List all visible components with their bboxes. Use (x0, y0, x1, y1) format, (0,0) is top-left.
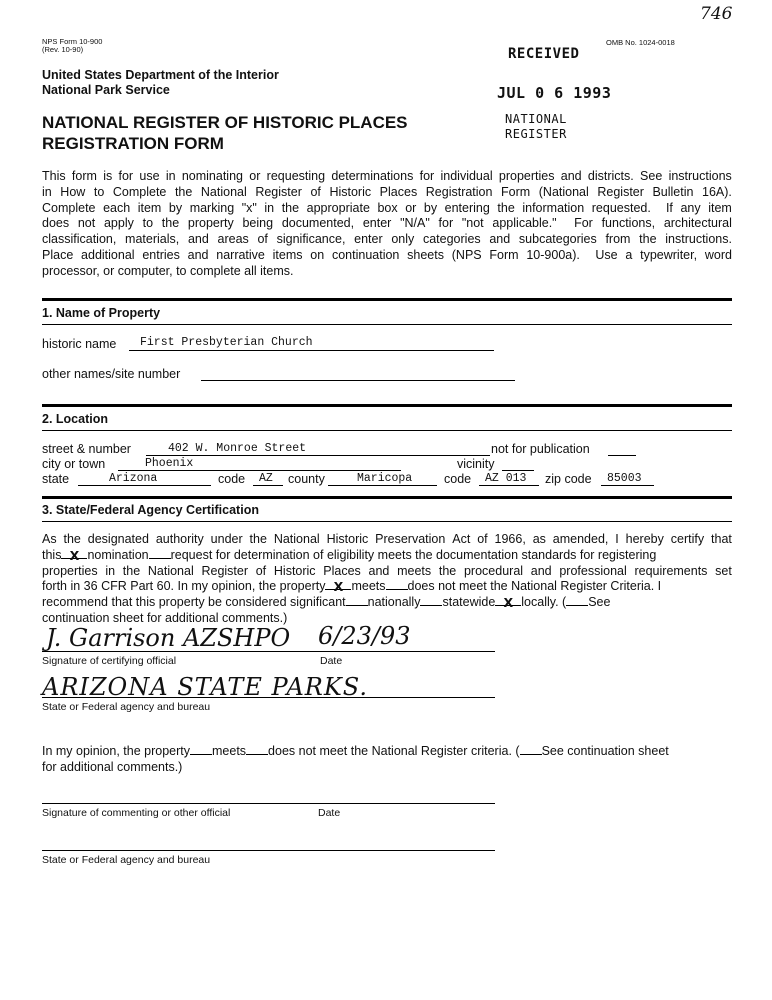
opinion-line (42, 744, 732, 760)
certification-paragraph (42, 532, 732, 627)
state-value: Arizona (109, 472, 158, 485)
certification-text: does not meet the National Register Criteria. I (407, 579, 662, 594)
state-code-value: AZ (259, 472, 273, 485)
certification-text: continuation sheet for additional comments.) (42, 610, 288, 625)
opinion-text: In my opinion, the property (42, 744, 190, 758)
certification-line (42, 548, 732, 564)
certifying-signature: J. Garrison AZSHPO (46, 624, 291, 652)
stamp-register: REGISTER (505, 127, 567, 141)
certification-text: forth in 36 CFR Part 60. In my opinion, the property (42, 579, 326, 594)
state-code-field[interactable] (253, 485, 283, 486)
certifying-agency-label: State or Federal agency and bureau (42, 701, 211, 713)
state-code-label: code (218, 472, 246, 486)
form-title-line2: REGISTRATION FORM (42, 134, 224, 153)
form-number: NPS Form 10-900 (42, 37, 103, 46)
certification-text: statewide (442, 595, 496, 610)
certification-text: See (588, 595, 611, 610)
zip-label: zip code (545, 472, 592, 486)
other-names-field[interactable] (201, 380, 515, 381)
commenting-signature-label: Signature of commenting or other official (42, 807, 231, 819)
commenting-agency-label: State or Federal agency and bureau (42, 854, 211, 866)
certification-checked-blank[interactable] (61, 547, 87, 563)
street-field[interactable] (146, 455, 490, 456)
certification-blank[interactable] (566, 595, 588, 606)
commenting-signature-line[interactable] (42, 803, 495, 804)
certification-text: locally. ( (521, 595, 567, 610)
street-value: 402 W. Monroe Street (168, 442, 307, 455)
certification-text: meets (351, 579, 386, 594)
certifying-agency: ARIZONA STATE PARKS. (42, 673, 368, 701)
opinion-text: does not meet the National Register criteria. ( (268, 744, 520, 758)
certifying-signature-label: Signature of certifying official (42, 655, 177, 667)
certification-text: recommend that this property be considered significant (42, 595, 346, 610)
zip-value: 85003 (607, 472, 642, 485)
instructions-line: in How to Complete the National Register of Historic Places Registration Form (National Register Bulletin 16A). (42, 184, 732, 199)
check-mark: X (503, 595, 514, 611)
zip-field[interactable] (601, 485, 654, 486)
section-divider (42, 496, 732, 499)
historic-name-label: historic name (42, 337, 117, 351)
state-field[interactable] (78, 485, 211, 486)
omb-number: OMB No. 1024-0018 (606, 38, 675, 47)
section-divider (42, 404, 732, 407)
opinion-line (42, 760, 732, 776)
street-label: street & number (42, 442, 131, 456)
opinion-text: See continuation sheet (541, 744, 669, 758)
city-field[interactable] (118, 470, 401, 471)
certification-blank[interactable] (149, 548, 171, 559)
vicinity-label: vicinity (457, 457, 495, 471)
section-underline (42, 430, 732, 431)
certification-line: properties in the National Register of Historic Places and meets the procedural and professional requirements set (42, 563, 732, 578)
county-label: county (288, 472, 325, 486)
department-name: United States Department of the Interior (42, 68, 279, 82)
commenting-agency-line[interactable] (42, 850, 495, 851)
opinion-text: for additional comments.) (42, 759, 183, 774)
certification-text: request for determination of eligibility meets the documentation standards for registering (170, 547, 657, 562)
certification-line: As the designated authority under the National Historic Preservation Act of 1966, as amended, I hereby certify that (42, 532, 732, 546)
certification-text: this (42, 547, 62, 562)
section-underline (42, 521, 732, 522)
handwritten-page-number: 746 (700, 4, 733, 24)
city-label: city or town (42, 457, 106, 471)
stamp-national: NATIONAL (505, 112, 567, 126)
instructions-line: Place additional entries and narrative items on continuation sheets (NPS Form 10-900a). Use a typewriter, word (42, 247, 732, 262)
certification-checked-blank[interactable] (325, 579, 351, 595)
certification-blank[interactable] (346, 595, 368, 606)
certifying-date-label: Date (320, 655, 343, 667)
check-mark: X (69, 547, 80, 563)
certification-text: nomination (87, 547, 149, 562)
historic-name-value: First Presbyterian Church (140, 336, 313, 349)
opinion-blank[interactable] (190, 744, 212, 755)
instructions-line: classification, materials, and areas of significance, enter only categories and subcategories from the instructions. (42, 232, 732, 247)
certification-blank[interactable] (420, 595, 442, 606)
received-stamp: RECEIVED (508, 46, 580, 62)
section1-heading: 1. Name of Property (42, 306, 161, 320)
instructions-line: This form is for use in nominating or requesting determinations for individual properties and districts. See instructions (42, 169, 732, 183)
opinion-blank[interactable] (520, 744, 542, 755)
instructions-line: does not apply to the property being documented, enter "N/A" for "not applicable." For functions, architectural (42, 216, 732, 231)
county-code-value: AZ 013 (485, 472, 527, 485)
section3-heading: 3. State/Federal Agency Certification (42, 503, 259, 517)
certifying-agency-line[interactable] (42, 697, 495, 698)
state-label: state (42, 472, 70, 486)
historic-name-field[interactable] (129, 350, 494, 351)
county-code-field[interactable] (479, 485, 539, 486)
city-value: Phoenix (145, 457, 194, 470)
certifying-signature-line[interactable] (42, 651, 495, 652)
received-date-stamp: JUL 0 6 1993 (497, 84, 612, 102)
county-value: Maricopa (357, 472, 413, 485)
certification-line (42, 595, 732, 611)
form-revision: (Rev. 10-90) (42, 45, 84, 54)
not-for-publication-label: not for publication (491, 442, 590, 456)
vicinity-field[interactable] (502, 470, 534, 471)
certification-line (42, 579, 732, 595)
section-divider (42, 298, 732, 301)
not-for-publication-field[interactable] (608, 455, 636, 456)
certification-blank[interactable] (386, 579, 408, 590)
instructions-paragraph (42, 169, 732, 280)
commenting-date-label: Date (318, 807, 341, 819)
opinion-blank[interactable] (246, 744, 268, 755)
section-underline (42, 324, 732, 325)
other-names-label: other names/site number (42, 367, 181, 381)
county-field[interactable] (328, 485, 437, 486)
instructions-line: processor, or computer, to complete all items. (42, 263, 294, 278)
service-name: National Park Service (42, 83, 170, 97)
county-code-label: code (444, 472, 472, 486)
section2-heading: 2. Location (42, 412, 108, 426)
opinion-paragraph (42, 744, 732, 776)
instructions-line: Complete each item by marking "x" in the appropriate box or by entering the information requested. If any item (42, 200, 732, 215)
certifying-date: 6/23/93 (318, 622, 411, 650)
opinion-text: meets (212, 744, 247, 758)
form-title-line1: NATIONAL REGISTER OF HISTORIC PLACES (42, 113, 408, 132)
check-mark: X (333, 579, 344, 595)
certification-checked-blank[interactable] (495, 595, 521, 611)
certification-text: nationally (367, 595, 421, 610)
